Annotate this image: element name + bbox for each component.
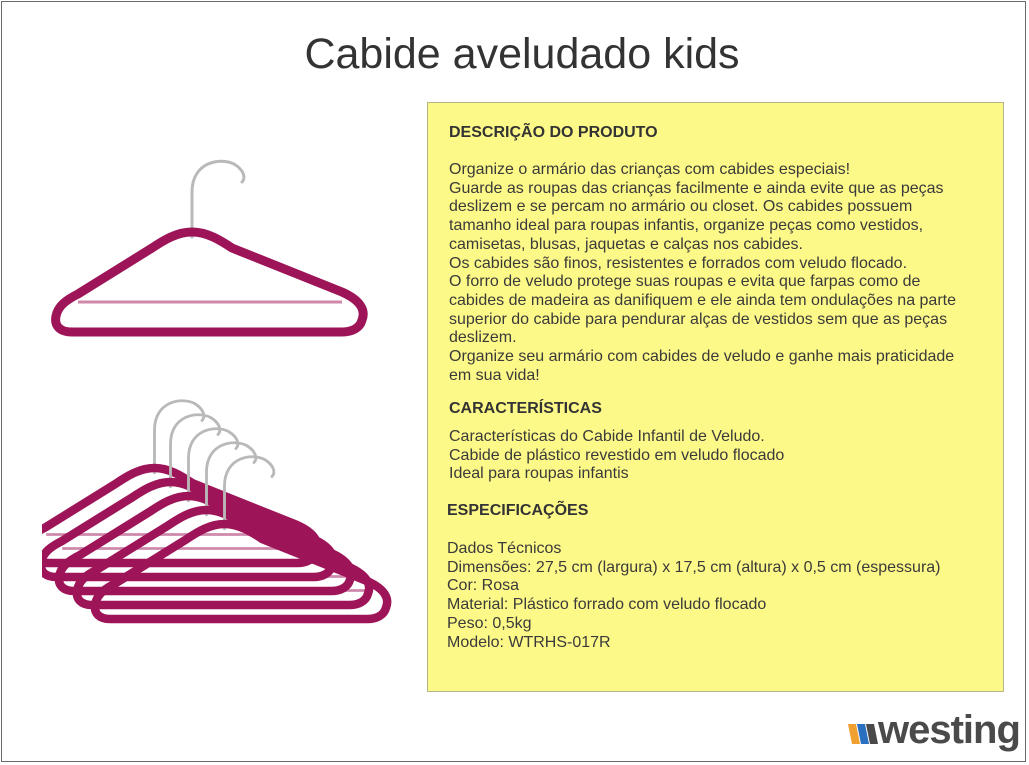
- description-heading: DESCRIÇÃO DO PRODUTO: [449, 124, 658, 141]
- single-hanger-image: [56, 161, 364, 332]
- features-text: Características do Cabide Infantil de Veludo. Cabide de plástico revestido em veludo flocado Ideal para roupas infantis: [449, 428, 785, 483]
- page-title: Cabide aveludado kids: [304, 30, 740, 78]
- specs-text: Dados Técnicos Dimensões: 27,5 cm (largura) x 17,5 cm (altura) x 0,5 cm (espessura) Cor: Rosa Material: Plástico forrado com veludo flocado Peso: 0,5kg Modelo: WTRHS-017R: [447, 540, 941, 651]
- westing-logo-mark-icon: [848, 720, 880, 748]
- features-heading: CARACTERÍSTICAS: [449, 400, 602, 417]
- hanger-illustrations: [42, 152, 402, 632]
- specs-heading: ESPECIFICAÇÕES: [447, 502, 589, 519]
- hanger-stack-image: [42, 401, 387, 619]
- description-text: Organize o armário das crianças com cabides especiais! Guarde as roupas das crianças facilmente e ainda evite que as peças deslizem e se percam no armário ou closet. Os cabides possuem tamanho ideal para roupas infantis, organize peças como vestidos, camisetas, blusas, jaquetas e calças nos cabides. Os cabides são finos, resistentes e forrados com veludo flocado. O forro de veludo protege suas roupas e evita que farpas como de cabides de madeira as danifiquem e ele ainda tem ondulações na parte superior do cabide para pendurar alças de vestidos sem que as peças deslizem. Organize seu armário com cabides de veludo e ganhe mais praticidade em sua vida!: [449, 161, 956, 384]
- product-info-panel: [427, 102, 1004, 692]
- westing-logo: [848, 708, 1020, 756]
- product-sheet: [1, 1, 1026, 762]
- logo-text: westing: [878, 708, 1020, 752]
